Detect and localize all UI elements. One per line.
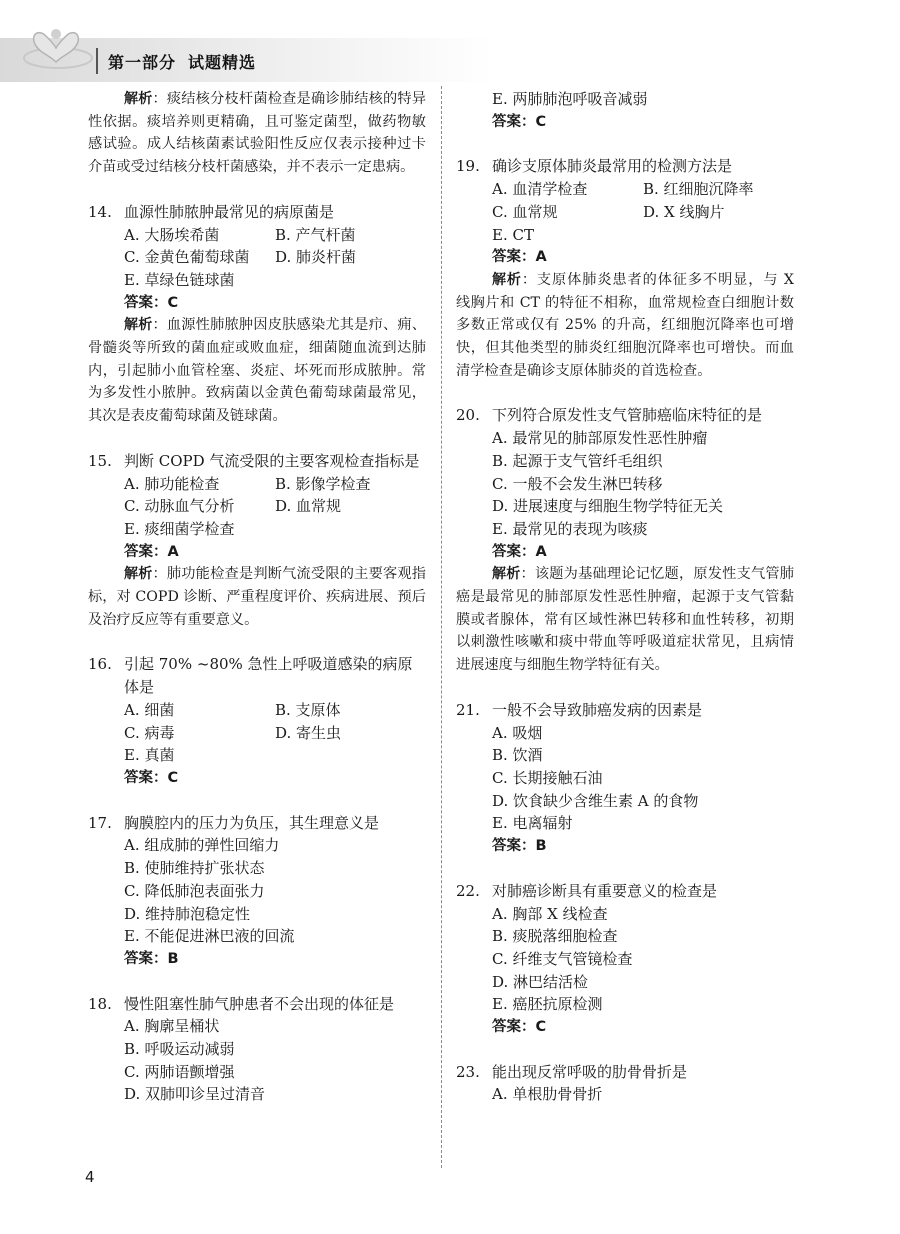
question-number: 18. (88, 994, 112, 1013)
analysis: 解析：血源性肺脓肿因皮肤感染尤其是疖、痈、骨髓炎等所致的菌血症或败血症，细菌随血流到达肺内，引起肺小血管栓塞、炎症、坏死而形成脓肿。常为多发性小脓肿。致病菌以金黄色葡萄球菌最常见，其次是表皮葡萄球菌及链球菌。 (88, 317, 426, 425)
option-c: C. 降低肺泡表面张力 (124, 881, 265, 900)
answer: 答案：C (492, 1019, 547, 1036)
option-e: E. 不能促进淋巴液的回流 (124, 927, 295, 946)
question-stem: 引起 70% ~80% 急性上呼吸道感染的病原体是 (124, 655, 413, 697)
option-a: A. 细菌 (124, 700, 175, 719)
header-part: 第一部分 (108, 53, 177, 72)
question-stem: 慢性阻塞性肺气肿患者不会出现的体征是 (124, 994, 395, 1013)
question-number: 14. (88, 202, 112, 221)
page-number: 4 (85, 1168, 95, 1186)
question-number: 19. (456, 157, 480, 176)
analysis: 解析：该题为基础理论记忆题，原发性支气管肺癌是最常见的肺部原发性恶性肿瘤，起源于支气管黏膜或者腺体，常有区域性淋巴转移和血性转移，初期以刺激性咳嗽和痰中带血等呼吸道症状常见，且病情进展速度与细胞生物学特征有关。 (456, 566, 794, 674)
option-c: C. 病毒 (124, 723, 175, 742)
answer: 答案：A (492, 543, 547, 560)
option-d: D. 肺炎杆菌 (275, 248, 357, 267)
question-19 (456, 155, 794, 382)
answer: 答案：A (492, 249, 547, 266)
answer: 答案：A (124, 543, 179, 560)
option-e: E. 癌胚抗原检测 (492, 995, 603, 1014)
option-a: A. 肺功能检查 (124, 474, 220, 493)
option-b: B. 支原体 (275, 700, 341, 719)
question-15 (88, 450, 426, 632)
option-d: D. 淋巴结活检 (492, 972, 589, 991)
option-c: C. 长期接触石油 (492, 768, 603, 787)
question-22 (456, 880, 794, 1039)
question-stem: 对肺癌诊断具有重要意义的检查是 (492, 881, 718, 900)
option-c: C. 金黄色葡萄球菌 (124, 248, 250, 267)
option-b: B. 痰脱落细胞检查 (492, 927, 618, 946)
answer: 答案：C (124, 769, 179, 786)
option-d: D. 饮食缺少含维生素 A 的食物 (492, 791, 699, 810)
option-d: D. 进展速度与细胞生物学特征无关 (492, 497, 724, 516)
option-b: B. 影像学检查 (275, 474, 371, 493)
option-b: B. 起源于支气管纤毛组织 (492, 451, 663, 470)
right-column (456, 88, 794, 1106)
question-stem: 确诊支原体肺炎最常用的检测方法是 (492, 157, 733, 176)
option-a: A. 胸廓呈桶状 (124, 1017, 220, 1036)
option-a: A. 单根肋骨骨折 (492, 1085, 603, 1104)
question-number: 15. (88, 451, 112, 470)
option-e: E. 草绿色链球菌 (124, 270, 235, 289)
option-b: B. 呼吸运动减弱 (124, 1040, 235, 1059)
analysis-q13-continued: 解析：痰结核分枝杆菌检查是确诊肺结核的特异性依据。痰培养则更精确，且可鉴定菌型，做药物敏感试验。成人结核菌素试验阳性反应仅表示接种过卡介苗或受过结核分枝杆菌感染，并不表示一定患病。 (88, 91, 426, 176)
option-a: A. 大肠埃希菌 (124, 225, 220, 244)
question-stem: 一般不会导致肺癌发病的因素是 (492, 700, 703, 719)
question-stem: 胸膜腔内的压力为负压，其生理意义是 (124, 813, 380, 832)
option-d: D. 双肺叩诊呈过清音 (124, 1085, 266, 1104)
question-number: 17. (88, 813, 112, 832)
answer: 答案：B (124, 950, 179, 967)
option-a: A. 最常见的肺部原发性恶性肿瘤 (492, 429, 708, 448)
option-a: A. 血清学检查 (492, 180, 588, 199)
publisher-logo-icon (18, 22, 96, 80)
question-17 (88, 812, 426, 971)
option-d: D. X 线胸片 (643, 202, 725, 221)
answer: 答案：C (124, 294, 179, 311)
option-b: B. 饮酒 (492, 746, 543, 765)
question-18-continued (456, 88, 794, 133)
option-e: E. CT (492, 225, 534, 244)
option-b: B. 红细胞沉降率 (643, 180, 754, 199)
analysis: 解析：支原体肺炎患者的体征多不明显，与 X 线胸片和 CT 的特征不相称，血常规检查白细胞计数多数正常或仅有 25% 的升高，红细胞沉降率也可增快，但其他类型的肺炎红细胞沉降率也可增快。而血清学检查是确诊支原体肺炎的首选检查。 (456, 271, 794, 379)
header-divider (96, 48, 98, 74)
option-e: E. 真菌 (124, 746, 175, 765)
question-20 (456, 404, 794, 676)
question-18 (88, 993, 426, 1107)
left-column (88, 88, 426, 1106)
question-number: 22. (456, 881, 480, 900)
question-stem: 判断 COPD 气流受限的主要客观检查指标是 (124, 451, 420, 470)
question-stem: 血源性肺脓肿最常见的病原菌是 (124, 202, 335, 221)
question-number: 21. (456, 700, 480, 719)
option-a: A. 胸部 X 线检查 (492, 904, 608, 923)
answer: 答案：B (492, 838, 547, 855)
option-c: C. 两肺语颤增强 (124, 1062, 235, 1081)
option-d: D. 维持肺泡稳定性 (124, 904, 251, 923)
option-e: E. 痰细菌学检查 (124, 519, 235, 538)
option-d: D. 血常规 (275, 497, 342, 516)
question-number: 16. (88, 655, 112, 674)
option-b: B. 使肺维持扩张状态 (124, 859, 265, 878)
option-c: C. 一般不会发生淋巴转移 (492, 474, 663, 493)
option-b: B. 产气杆菌 (275, 225, 356, 244)
column-divider (441, 86, 442, 1168)
option-c: C. 纤维支气管镜检查 (492, 949, 633, 968)
question-14 (88, 201, 426, 428)
question-number: 20. (456, 406, 480, 425)
question-16 (88, 653, 426, 789)
question-number: 23. (456, 1062, 480, 1081)
option-e: E. 电离辐射 (492, 814, 573, 833)
analysis: 解析：肺功能检查是判断气流受限的主要客观指标，对 COPD 诊断、严重程度评价、疾病进展、预后及治疗反应等有重要意义。 (88, 566, 426, 628)
question-stem: 能出现反常呼吸的肋骨骨折是 (492, 1062, 688, 1081)
option-c: C. 动脉血气分析 (124, 497, 235, 516)
header-title: 试题精选 (188, 53, 257, 72)
option-e: E. 最常见的表现为咳痰 (492, 519, 648, 538)
option-e: E. 两肺肺泡呼吸音减弱 (492, 90, 648, 108)
question-stem: 下列符合原发性支气管肺癌临床特征的是 (492, 406, 763, 425)
question-23 (456, 1061, 794, 1106)
option-d: D. 寄生虫 (275, 723, 342, 742)
option-a: A. 组成肺的弹性回缩力 (124, 836, 280, 855)
option-c: C. 血常规 (492, 202, 558, 221)
question-21 (456, 699, 794, 858)
running-header (108, 50, 256, 73)
option-a: A. 吸烟 (492, 723, 543, 742)
answer: 答案：C (492, 113, 547, 130)
